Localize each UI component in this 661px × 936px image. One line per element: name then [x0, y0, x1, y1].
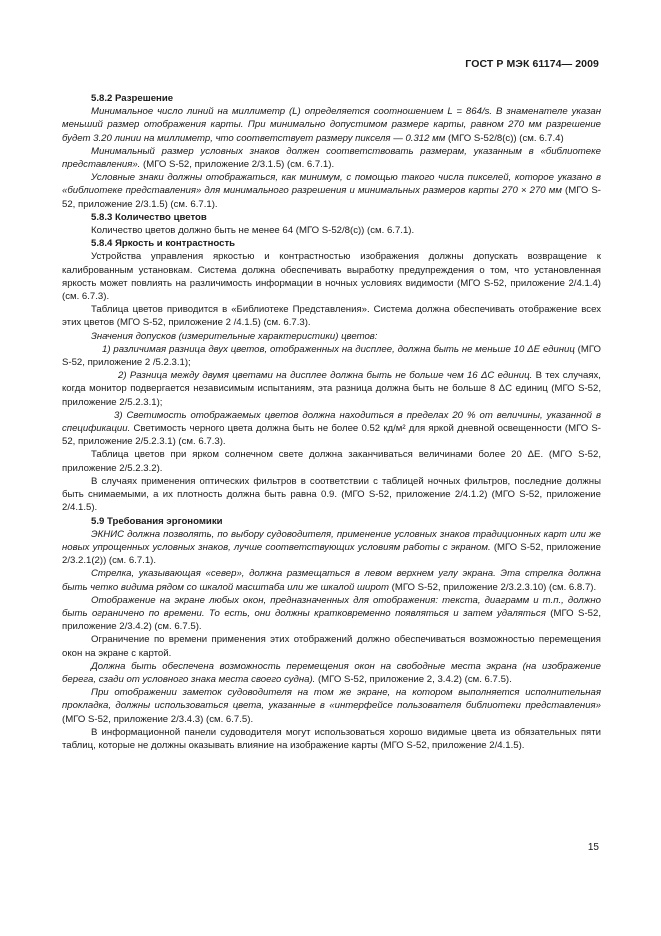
document-body: [62, 92, 601, 752]
text-run: В тех случаях, когда монитор подвергается независимым испытаниям, эта разница должна быть не больше 8 ΔC единиц (МГО S-52, приложение 2/5.2.3.1);: [62, 370, 601, 408]
text-run: (МГО S-52, приложение 2/3.4.2) (см. 6.7.5).: [62, 607, 601, 633]
paragraph: [62, 633, 601, 659]
paragraph: [62, 303, 601, 329]
text-run: Устройства управления яркостью и контрастностью изображения должны допускать возвращение к калиброванным установкам. Система должна обеспечивать выработку предупреждения о том, что установленная яркость может повлиять на различимость информации в ночных условиях видимости (МГО S-52, приложение 2/4.1.4) (см. 6.7.3).: [62, 251, 601, 303]
text-run: В случаях применения оптических фильтров в соответствии с таблицей ночных фильтров, последние должны быть снимаемыми, а их плотность должна быть равна 0.9. (МГО S-52, приложение 2/4.1.2) (МГО S-52, приложение 2/4.1.5).: [62, 475, 601, 514]
text-run: Минимальный размер условных знаков должен соответствовать размерам, указанным в «библиотеке представления».: [62, 145, 601, 171]
paragraph: [62, 330, 601, 343]
text-run: (МГО S-52/8(с)) (см. 6.7.4): [445, 132, 564, 144]
text-run: 1) различимая разница двух цветов, отображенных на дисплее, должна быть не меньше 10 ΔE единиц: [102, 343, 575, 355]
text-run: (МГО S-52, приложение 2/3.4.3) (см. 6.7.5).: [62, 713, 254, 725]
text-run: В информационной панели судоводителя могут использоваться хорошо видимые цвета из обязательных пяти таблиц, которые не должны оказывать влияние на изображение карты (МГО S-52, приложение 2/4.1.5).: [62, 726, 601, 751]
paragraph: [62, 528, 601, 568]
text-run: (МГО S-52, приложение 2/3.2.3.10) (см. 6.8.7).: [389, 581, 597, 593]
text-run: (МГО S-52, приложение 2/3.1.5) (см. 6.7.1).: [62, 185, 602, 210]
text-run: 2) Разница между двумя цветами на дисплее должна быть не больше чем 16 ΔC единиц.: [118, 370, 533, 382]
text-run: Таблица цветов при ярком солнечном свете должна заканчиваться величинами более 20 ΔE. (МГО S-52, приложение 2/5.2.3.2).: [62, 449, 601, 474]
text-run: Значения допусков (измерительные характеристики) цветов:: [91, 330, 378, 342]
section-heading: [62, 515, 601, 528]
paragraph: [62, 475, 601, 515]
paragraph: [62, 171, 601, 211]
section-heading: [62, 211, 601, 224]
text-run: Отображение на экране любых окон, предназначенных для отображения: текста, диаграмм и т.п., должно быть ограничено по времени. То есть, они должны кратковременно появляться и затем удаляться: [62, 594, 601, 619]
text-run: (МГО S-52, приложение 2, 3.4.2) (см. 6.7.5).: [315, 673, 512, 685]
paragraph: [62, 105, 601, 145]
text-run: 5.8.2 Разрешение: [91, 93, 174, 104]
text-run: 3) Светимость отображаемых цветов должна находиться в пределах 20 % от величины, указанной в спецификации.: [62, 409, 601, 435]
paragraph: [62, 660, 601, 686]
paragraph: [62, 145, 601, 171]
text-run: При отображении заметок судоводителя на том же экране, на котором выполняется исполнительная прокладка, должны использоваться цвета, указанные в «интерфейсе пользователя библиотеки представления»: [62, 687, 601, 712]
text-run: Количество цветов должно быть не менее 64 (МГО S-52/8(с)) (см. 6.7.1).: [91, 225, 415, 237]
text-run: ЭКНИС должна позволять, по выбору судоводителя, применение условных знаков традиционных карт или же новых упрощенных условных знаков, лучше соответствующих условиям работы с экраном.: [62, 528, 601, 553]
text-run: 5.9 Требования эргономики: [91, 515, 223, 527]
text-run: (МГО S-52, приложение 2/3.1.5) (см. 6.7.1).: [140, 159, 335, 171]
page-number: 15: [587, 842, 599, 853]
paragraph: [62, 448, 601, 474]
section-heading: [62, 92, 601, 105]
paragraph: [62, 594, 601, 634]
paragraph: [62, 343, 601, 369]
text-run: 5.8.3 Количество цветов: [91, 211, 207, 223]
text-run: Минимальное число линий на миллиметр (L) определяется соотношением L = 864/s. В знаменателе указан меньший размер отображения карты. При минимально допустимом размере карты, равном 270 мм разрешение будет 3.20 линии на миллиметр, что соответствует размеру пикселя — 0.312 мм: [62, 106, 601, 144]
text-run: (МГО S-52, приложение 2 /5.2.3.1);: [62, 343, 601, 369]
paragraph: [62, 726, 601, 752]
text-run: Условные знаки должны отображаться, как минимум, с помощью такого числа пикселей, которое указано в «библиотеке представления» для минимального разрешения и минимальных размеров карты 270 × 270 мм: [62, 172, 601, 197]
paragraph: [62, 224, 601, 237]
paragraph: [62, 369, 601, 409]
paragraph: [62, 567, 601, 593]
text-run: (МГО S-52, приложение 2/3.2.1(2)) (см. 6.7.1).: [62, 541, 601, 567]
paragraph: [62, 409, 601, 449]
text-run: Таблица цветов приводится в «Библиотеке Представления». Система должна обеспечивать отображение всех этих цветов (МГО S-52, приложение 2 /4.1.5) (см. 6.7.3).: [62, 304, 601, 329]
text-run: Светимость черного цвета должна быть не более 0.52 кд/м² для яркой дневной освещенности (МГО S-52, приложение 2/5.2.3.1) (см. 6.7.3).: [62, 423, 601, 448]
page-header: ГОСТ Р МЭК 61174— 2009: [465, 58, 599, 70]
paragraph: [62, 686, 601, 726]
text-run: Стрелка, указывающая «север», должна размещаться в левом верхнем углу экрана. Эта стрелка должна быть четко видима рядом со шкалой масштаба или же шкалой широт: [62, 568, 601, 593]
text-run: Ограничение по времени применения этих отображений должно обеспечиваться возможностью перемещения окон на экране с картой.: [62, 634, 601, 659]
text-run: 5.8.4 Яркость и контрастность: [91, 238, 236, 250]
paragraph: [62, 250, 601, 303]
text-run: Должна быть обеспечена возможность перемещения окон на свободные места экрана (на изображение берега, сзади от условного знака места своего судна).: [62, 660, 601, 685]
section-heading: [62, 237, 601, 250]
